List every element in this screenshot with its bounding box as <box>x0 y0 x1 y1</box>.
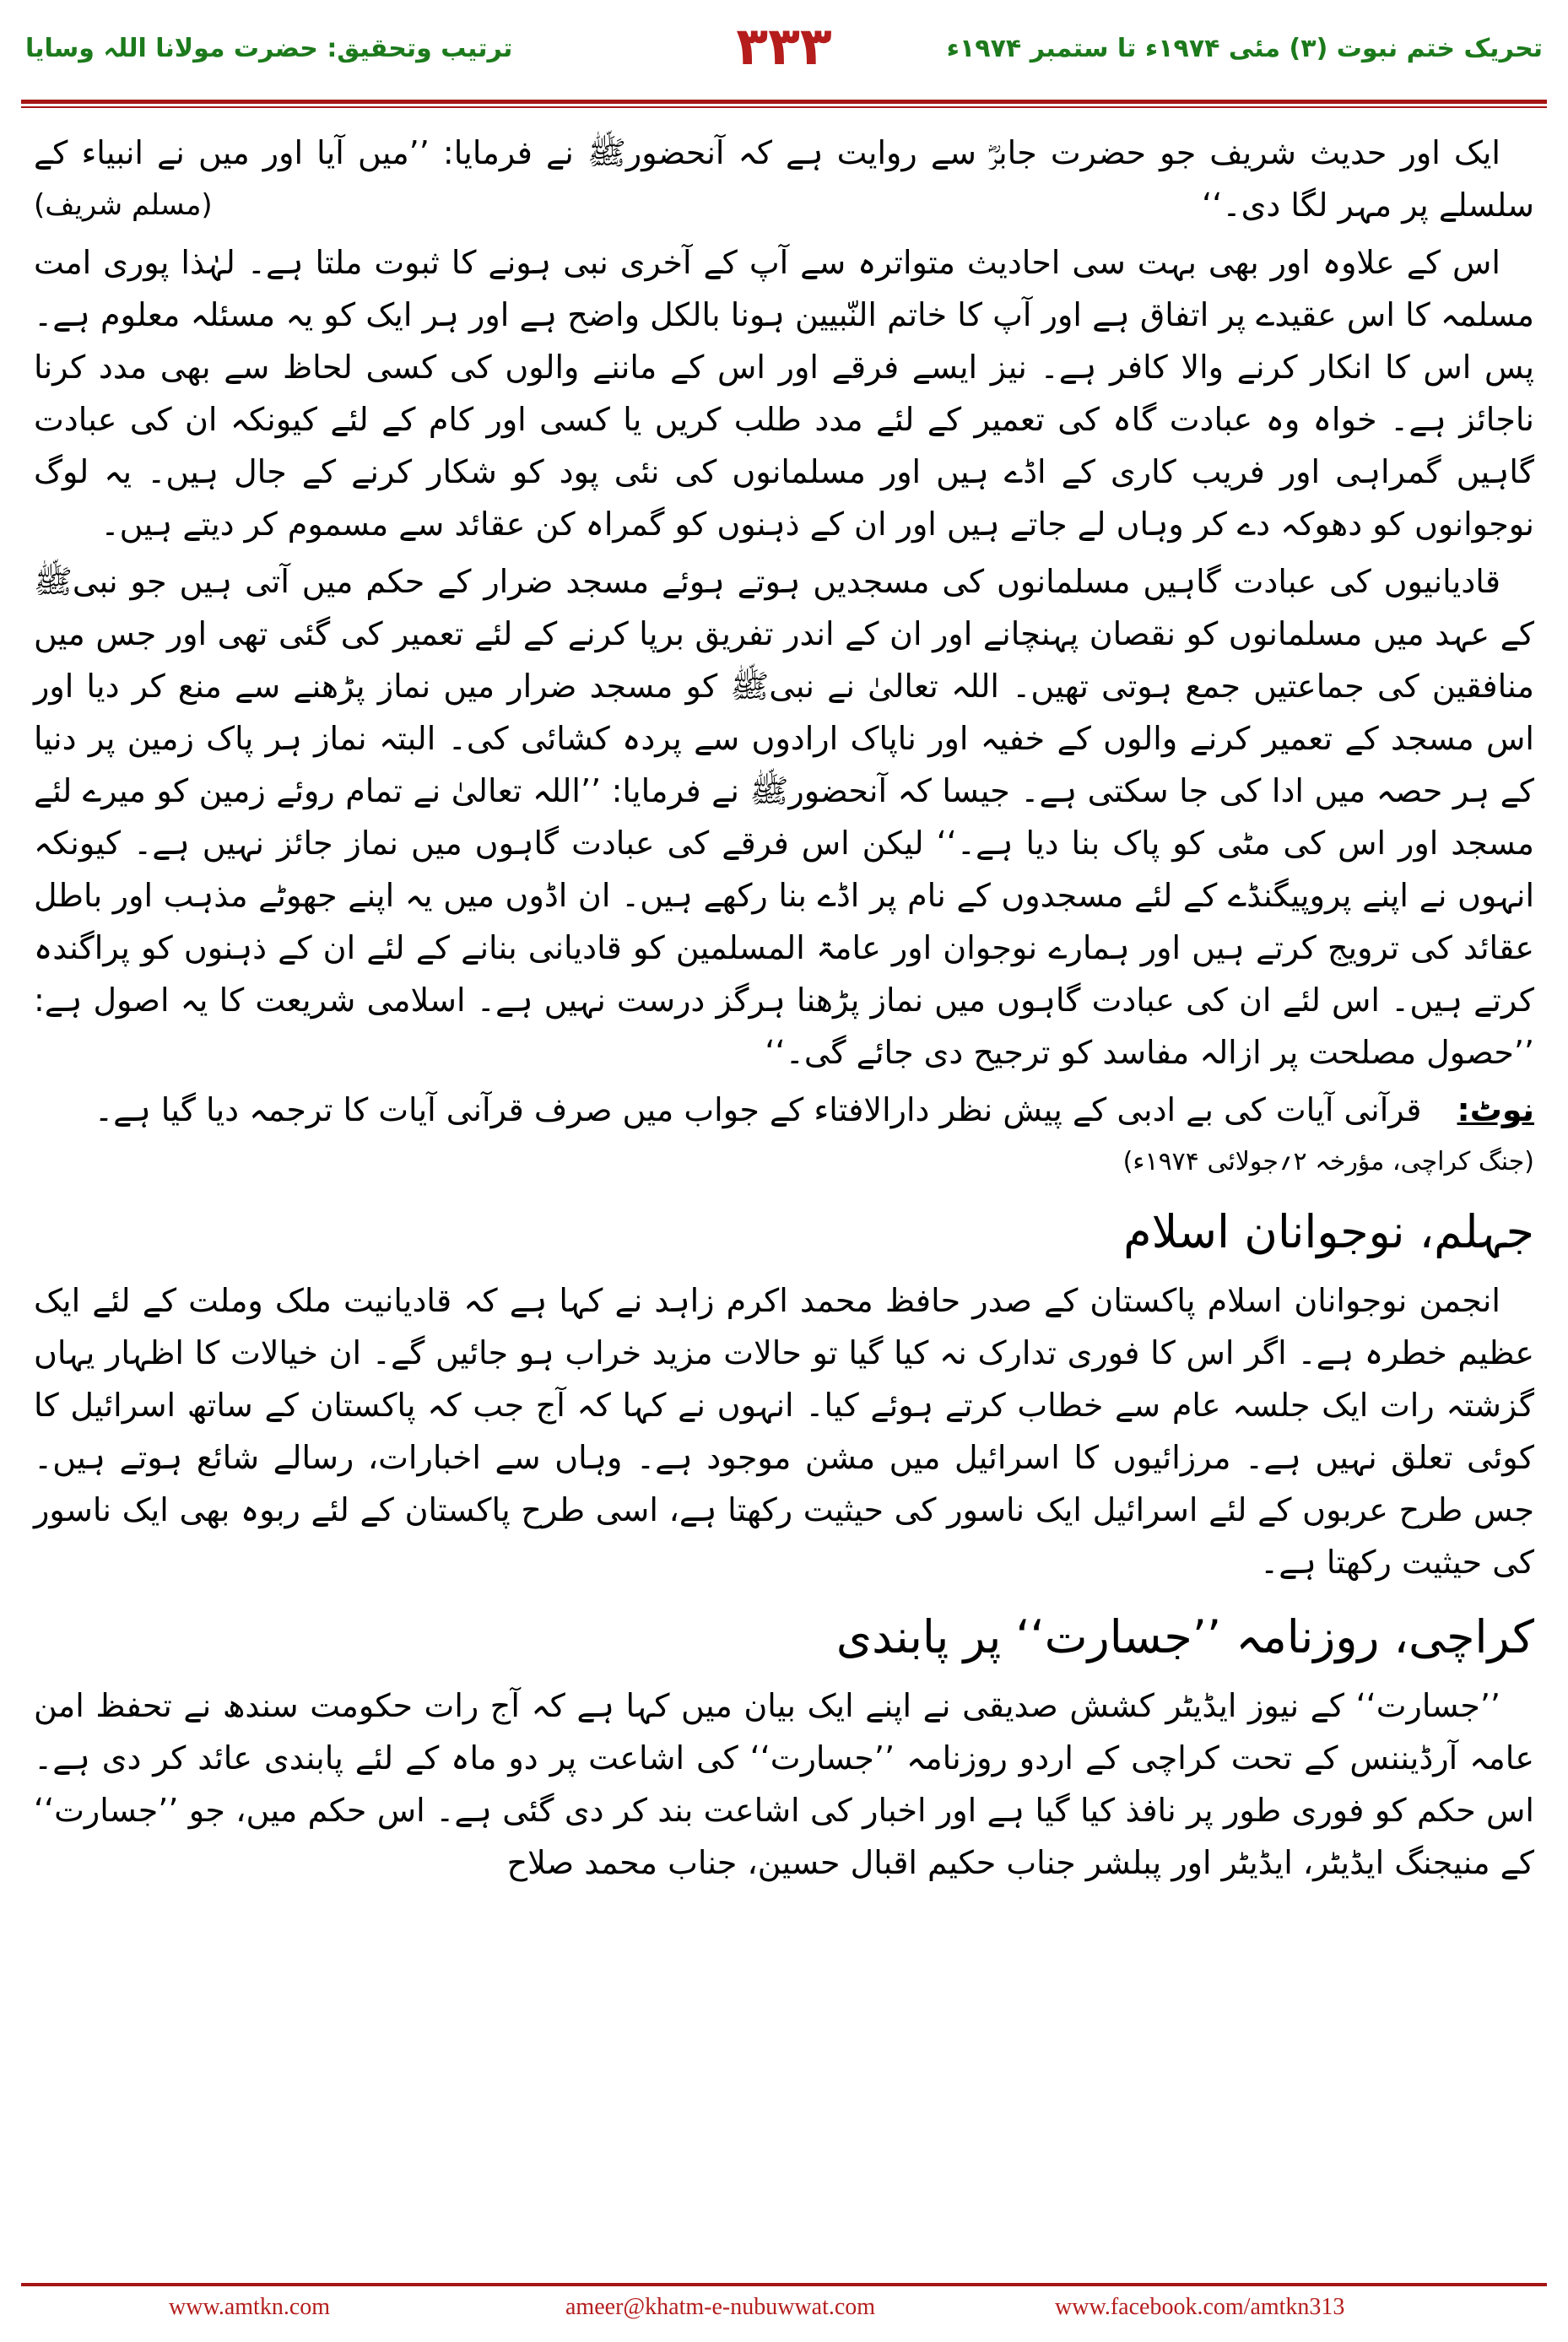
header-divider-thin <box>21 106 1547 108</box>
compiler-credit: ترتیب وتحقیق: حضرت مولانا اللہ وسایا <box>25 34 513 63</box>
page-number: ۳۳۳ <box>736 15 832 77</box>
footer-facebook-link[interactable]: www.facebook.com/amtkn313 <box>1055 2294 1345 2320</box>
paragraph-hadith <box>34 127 1534 231</box>
paragraph-consensus: اس کے علاوہ اور بھی بہت سی احادیث متواترہ سے آپ کے آخری نبی ہونے کا ثبوت ملتا ہے۔ لہٰذا پوری امت مسلمہ کا اس عقیدے پر اتفاق ہے اور آپ کا خاتم النّبیین ہونا بالکل واضح ہے اور ہر ایک کو یہ مسئلہ معلوم ہے۔ پس اس کا انکار کرنے والا کافر ہے۔ نیز ایسے فرقے اور اس کے ماننے والوں کی کسی لحاظ سے بھی مدد کرنا ناجائز ہے۔ خواہ وہ عبادت گاہ کی تعمیر کے لئے مدد طلب کریں یا کسی اور کام کے لئے کیونکہ ان کی عبادت گاہیں گمراہی اور فریب کاری کے اڈے ہیں اور مسلمانوں کی نئی پود کو شکار کرنے کے جال ہیں۔ یہ لوگ نوجوانوں کو دھوکہ دے کر وہاں لے جاتے ہیں اور ان کے ذہنوں کو گمراہ کن عقائد سے مسموم کر دیتے ہیں۔ <box>34 244 1534 543</box>
note <box>34 1084 1534 1136</box>
citation-muslim: (مسلم شریف) <box>34 188 213 222</box>
section-heading-karachi: کراچی، روزنامہ ’’جسارت‘‘ پر پابندی <box>835 1610 1534 1663</box>
paragraph-masjid-zirar: قادیانیوں کی عبادت گاہیں مسلمانوں کی مسجدیں ہوتے ہوئے مسجد ضرار کے حکم میں آتی ہیں جو نبیﷺ کے عہد میں مسلمانوں کو نقصان پہنچانے اور ان کے اندر تفریق برپا کرنے کے لئے تعمیر کی گئی تھی اور جس میں منافقین کی جماعتیں جمع ہوتی تھیں۔ اللہ تعالیٰ نے نبیﷺ کو مسجد ضرار میں نماز پڑھنے سے منع کر دیا اور اس مسجد کے تعمیر کرنے والوں کے خفیہ اور ناپاک ارادوں سے پردہ کشائی کی۔ البتہ نماز ہر پاک زمین پر دنیا کے ہر حصہ میں ادا کی جا سکتی ہے۔ جیسا کہ آنحضورﷺ نے فرمایا: ’’اللہ تعالیٰ نے تمام روئے زمین کو میرے لئے مسجد اور اس کی مٹی کو پاک بنا دیا ہے۔‘‘ لیکن اس فرقے کی عبادت گاہوں میں نماز جائز نہیں ہے۔ کیونکہ انہوں نے اپنے پروپیگنڈے کے لئے مسجدوں کے نام پر اڈے بنا رکھے ہیں۔ ان اڈوں میں یہ اپنے جھوٹے مذہب اور باطل عقائد کی ترویج کرتے ہیں اور ہمارے نوجوان اور عامۃ المسلمین کو قادیانی بنانے کے لئے ان کے ذہنوں کو پراگندہ کرتے ہیں۔ اس لئے ان کی عبادت گاہوں میں نماز پڑھنا ہرگز درست نہیں ہے۔ اسلامی شریعت کا یہ اصول ہے: ’’حصول مصلحت پر ازالہ مفاسد کو ترجیح دی جائے گی۔‘‘ <box>34 563 1534 1071</box>
note-text: قرآنی آیات کی بے ادبی کے پیش نظر دارالافتاء کے جواب میں صرف قرآنی آیات کا ترجمہ دیا گیا ہے۔ <box>94 1091 1422 1128</box>
section-heading-jhelum: جہلم، نوجوانان اسلام <box>1123 1205 1534 1258</box>
paragraph-jhelum: انجمن نوجوانان اسلام پاکستان کے صدر حافظ محمد اکرم زاہد نے کہا ہے کہ قادیانیت ملک وملت کے لئے ایک عظیم خطرہ ہے۔ اگر اس کا فوری تدارک نہ کیا گیا تو حالات مزید خراب ہو جائیں گے۔ ان خیالات کا اظہار یہاں گزشتہ رات ایک جلسہ عام سے خطاب کرتے ہوئے کیا۔ انہوں نے کہا کہ آج جب کہ پاکستان کے ساتھ اسرائیل کا کوئی تعلق نہیں ہے۔ مرزائیوں کا اسرائیل میں مشن موجود ہے۔ وہاں سے اخبارات، رسالے شائع ہوتے ہیں۔ جس طرح عربوں کے لئے اسرائیل ایک ناسور کی حیثیت رکھتا ہے، اسی طرح پاکستان کے لئے ربوہ بھی ایک ناسور کی حیثیت رکھتا ہے۔ <box>34 1282 1534 1581</box>
header-divider <box>21 100 1547 104</box>
paragraph-karachi: ’’جسارت‘‘ کے نیوز ایڈیٹر کشش صدیقی نے اپنے ایک بیان میں کہا ہے کہ آج رات حکومت سندھ نے تحفظ امن عامہ آرڈیننس کے تحت کراچی کے اردو روزنامہ ’’جسارت‘‘ کی اشاعت پر دو ماہ کے لئے پابندی عائد کر دی ہے۔ اس حکم کو فوری طور پر نافذ کیا گیا ہے اور اخبار کی اشاعت بند کر دی گئی ہے۔ اس حکم میں، جو ’’جسارت‘‘ کے منیجنگ ایڈیٹر، ایڈیٹر اور پبلشر جناب حکیم اقبال حسین، جناب محمد صلاح <box>34 1687 1534 1881</box>
source-citation: (جنگ کراچی، مؤرخہ ۲؍جولائی ۱۹۷۴ء) <box>1122 1147 1534 1176</box>
footer-divider <box>21 2283 1547 2286</box>
page-footer <box>0 2294 1568 2328</box>
note-label: نوٹ: <box>1457 1091 1534 1128</box>
footer-website-link[interactable]: www.amtkn.com <box>169 2294 331 2320</box>
page-header <box>0 0 1568 93</box>
paragraph-text: ایک اور حدیث شریف جو حضرت جابرؓ سے روایت ہے کہ آنحضورﷺ نے فرمایا: ’’میں آیا اور میں نے انبیاء کے سلسلے پر مہر لگا دی۔‘‘ <box>34 134 1534 224</box>
footer-email-link[interactable]: ameer@khatm-e-nubuwwat.com <box>565 2294 876 2320</box>
page-body <box>34 127 1534 1894</box>
book-title: تحریک ختم نبوت (۳) مئی ۱۹۷۴ء تا ستمبر ۱۹۷۴ء <box>946 34 1543 63</box>
